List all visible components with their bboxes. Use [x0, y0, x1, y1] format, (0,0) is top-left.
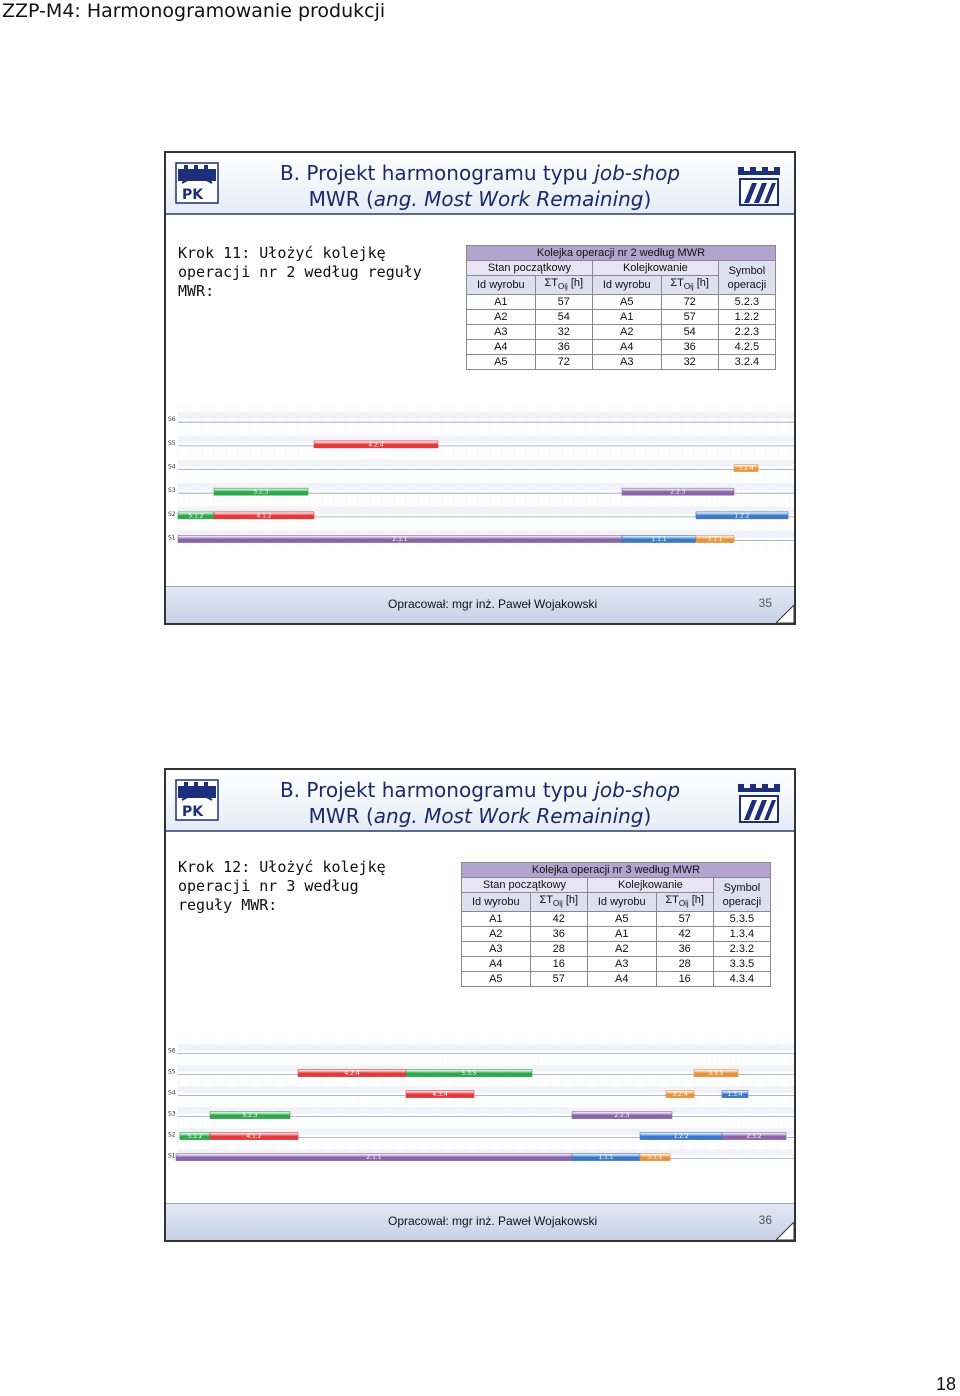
- machine-label: S6: [168, 1047, 176, 1055]
- slide-title-bar: [166, 153, 794, 215]
- col-id: Id wyrobu: [592, 276, 661, 295]
- machine-label: S3: [168, 1110, 176, 1118]
- gantt-bar: [180, 1133, 210, 1141]
- slide-title-bar: [166, 770, 794, 832]
- svg-text:PK: PK: [182, 187, 204, 203]
- slide-title: B. Projekt harmonogramu typu job-shop MWR (ang. Most Work Remaining): [279, 161, 681, 211]
- gantt-bar: [214, 488, 308, 496]
- bar-label: 2.1.1: [366, 1154, 382, 1162]
- gantt-bar: [178, 536, 622, 544]
- bar-label: 4.3.4: [432, 1091, 448, 1099]
- machine-label: S6: [168, 416, 176, 424]
- footer-author: Opracował: mgr inż. Paweł Wojakowski: [388, 1214, 598, 1228]
- bar-label: 1.1.1: [651, 536, 667, 544]
- col-symbol: Symbol operacji: [713, 878, 770, 912]
- machine-label: S4: [168, 1089, 176, 1097]
- bar-label: 2.3.2: [746, 1133, 762, 1141]
- gantt-bar: [666, 1091, 694, 1099]
- gantt-bar: [176, 1154, 572, 1162]
- machine-label: S4: [168, 463, 176, 471]
- faculty-logo-icon: [736, 780, 782, 824]
- table-row: A1 57 A5 72 5.2.3: [467, 295, 776, 310]
- machine-label: S1: [168, 1152, 176, 1160]
- mwr-queue-table: [461, 862, 771, 987]
- machine-label: S1: [168, 534, 176, 542]
- table-row: A3 28 A2 36 2.3.2: [462, 942, 771, 957]
- gantt-bar: [406, 1091, 474, 1099]
- col-sum: $\Sigma T_{Oij}$ [h]: [661, 276, 718, 295]
- table-caption: Kolejka operacji nr 2 według MWR: [467, 246, 776, 261]
- table-row: A4 36 A4 36 4.2.5: [467, 340, 776, 355]
- bar-label: 2.2.3: [614, 1112, 630, 1120]
- bar-label: 4.2.4: [344, 1070, 360, 1078]
- bar-label: 5.1.2: [188, 512, 204, 520]
- step-text: Krok 11: Ułożyć kolejkę operacji nr 2 według reguły MWR:: [178, 244, 422, 300]
- col-sum: $\Sigma T_{Oij}$ [h]: [530, 893, 587, 912]
- bar-label: 2.1.1: [392, 536, 408, 544]
- document-header: ZZP-M4: Harmonogramowanie produkcji: [2, 0, 386, 22]
- machine-label: S5: [168, 1068, 176, 1076]
- bar-label: 3.1.1: [707, 536, 723, 544]
- col-sum: $\Sigma T_{Oij}$ [h]: [656, 893, 713, 912]
- pk-logo-icon: [174, 161, 220, 205]
- group-queueing: Kolejkowanie: [587, 878, 713, 893]
- gantt-bar: [622, 488, 734, 496]
- bar-label: 3.2.4: [738, 465, 754, 473]
- bar-label: 4.1.2: [256, 512, 272, 520]
- table-row: A5 57 A4 16 4.3.4: [462, 972, 771, 987]
- col-id: Id wyrobu: [467, 276, 536, 295]
- slide-footer: [166, 1203, 794, 1240]
- pk-logo-icon: [174, 778, 220, 822]
- bar-label: 5.3.5: [461, 1070, 477, 1078]
- gantt-chart: [166, 399, 798, 551]
- table-row: A5 72 A3 32 3.2.4: [467, 355, 776, 370]
- bar-label: 3.2.4: [672, 1091, 688, 1099]
- gantt-bar: [314, 441, 438, 449]
- bar-label: 1.2.2: [673, 1133, 689, 1141]
- gantt-bar: [178, 512, 214, 520]
- group-initial-state: Stan początkowy: [462, 878, 588, 893]
- gantt-bar: [696, 536, 734, 544]
- gantt-bar: [622, 536, 696, 544]
- col-sum: $\Sigma T_{Oij}$ [h]: [535, 276, 592, 295]
- slide-footer: [166, 586, 794, 623]
- bar-label: 4.2.4: [368, 441, 384, 449]
- bar-label: 3.3.5: [708, 1070, 724, 1078]
- bar-label: 5.1.2: [187, 1133, 203, 1141]
- bar-label: 2.2.3: [670, 488, 686, 496]
- bar-label: 1.2.2: [734, 512, 750, 520]
- machine-label: S5: [168, 439, 176, 447]
- bar-label: 5.2.3: [253, 488, 269, 496]
- bar-label: 4.1.2: [246, 1133, 262, 1141]
- col-id: Id wyrobu: [587, 893, 656, 912]
- table-caption: Kolejka operacji nr 3 według MWR: [462, 863, 771, 878]
- gantt-bar: [406, 1070, 532, 1078]
- gantt-bar: [722, 1133, 786, 1141]
- table-row: A2 54 A1 57 1.2.2: [467, 310, 776, 325]
- slide-35: [164, 151, 796, 625]
- page-number: 18: [935, 1374, 956, 1394]
- table-row: A3 32 A2 54 2.2.3: [467, 325, 776, 340]
- gantt-bar: [640, 1133, 722, 1141]
- step-text: Krok 12: Ułożyć kolejkę operacji nr 3 według reguły MWR:: [178, 858, 386, 914]
- bar-label: 3.1.1: [647, 1154, 663, 1162]
- gantt-bar: [210, 1112, 290, 1120]
- slide-number: 36: [758, 1213, 772, 1227]
- machine-label: S2: [168, 510, 176, 518]
- slide-number: 35: [758, 596, 772, 610]
- mwr-queue-table: [466, 245, 776, 370]
- footer-author: Opracował: mgr inż. Paweł Wojakowski: [388, 597, 598, 611]
- group-initial-state: Stan początkowy: [467, 261, 593, 276]
- faculty-logo-icon: [736, 163, 782, 207]
- machine-label: S3: [168, 487, 176, 495]
- slide-title: B. Projekt harmonogramu typu job-shop MWR (ang. Most Work Remaining): [279, 778, 681, 828]
- gantt-bar: [210, 1133, 298, 1141]
- col-symbol: Symbol operacji: [718, 261, 775, 295]
- gantt-bar: [298, 1070, 406, 1078]
- page-corner-icon: [776, 1222, 794, 1240]
- table-row: A1 42 A5 57 5.3.5: [462, 912, 771, 927]
- bar-label: 1.1.1: [598, 1154, 614, 1162]
- page-corner-icon: [776, 605, 794, 623]
- gantt-bar: [722, 1091, 748, 1099]
- bar-label: 5.2.3: [242, 1112, 258, 1120]
- table-row: A4 16 A3 28 3.3.5: [462, 957, 771, 972]
- gantt-chart: [166, 1032, 798, 1168]
- slide-36: [164, 768, 796, 1242]
- col-id: Id wyrobu: [462, 893, 531, 912]
- gantt-bar: [572, 1154, 640, 1162]
- gantt-bar: [694, 1070, 738, 1078]
- table-row: A2 36 A1 42 1.3.4: [462, 927, 771, 942]
- gantt-bar: [214, 512, 314, 520]
- gantt-bar: [640, 1154, 670, 1162]
- gantt-bar: [696, 512, 788, 520]
- bar-label: 1.3.4: [727, 1091, 743, 1099]
- gantt-bar: [572, 1112, 672, 1120]
- group-queueing: Kolejkowanie: [592, 261, 718, 276]
- gantt-bar: [734, 465, 758, 473]
- svg-text:PK: PK: [182, 804, 204, 820]
- machine-label: S2: [168, 1131, 176, 1139]
